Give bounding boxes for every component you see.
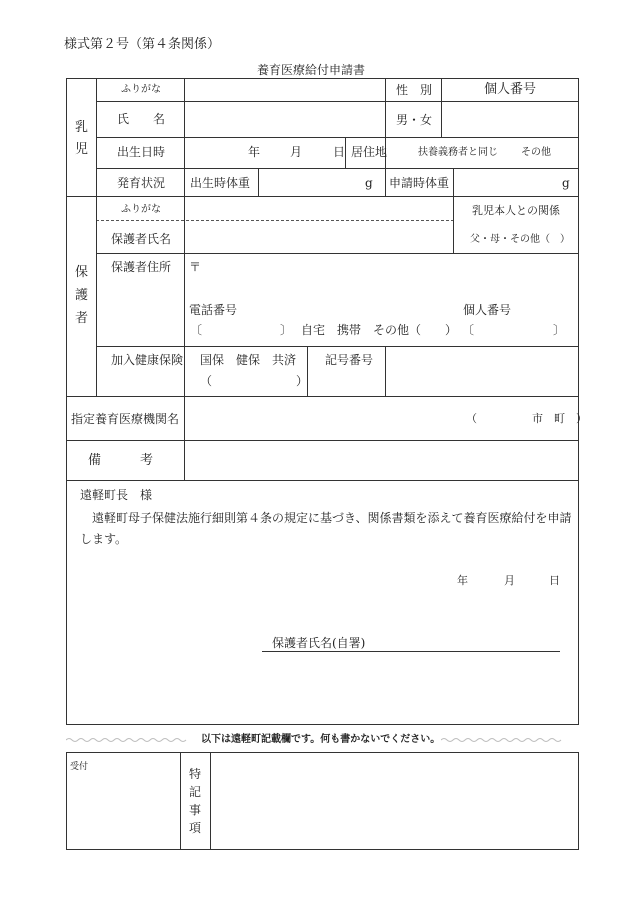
infant-growth-label: 発育状況 <box>117 176 166 190</box>
birth-weight-field[interactable] <box>260 170 360 194</box>
signature-field[interactable] <box>372 630 560 650</box>
residence-option-other[interactable]: その他 <box>521 147 551 158</box>
special-notes-label-1: 特 <box>189 767 202 781</box>
signature-label: 保護者氏名(自署) <box>272 636 366 650</box>
guardian-furigana-label: ふりがな <box>121 204 161 215</box>
infant-birthdate-label: 出生日時 <box>117 145 166 159</box>
infant-birth-day: 日 <box>333 145 346 159</box>
form-title: 養育医療給付申請書 <box>257 63 366 77</box>
phone-bracket-open: 〔 <box>190 323 203 337</box>
remarks-label: 備 考 <box>88 453 154 468</box>
guardian-address-label: 保護者住所 <box>111 260 172 274</box>
institution-city-town[interactable]: （ 市 町 ） <box>466 412 587 425</box>
application-body-line1: 遠軽町母子保健法施行細則第４条の規定に基づき、関係書類を添えて養育医療給付を申請 <box>92 511 572 525</box>
postal-mark: 〒 <box>189 260 202 274</box>
infant-section-label-2: 児 <box>75 142 89 157</box>
infant-birth-month: 月 <box>290 145 303 159</box>
infant-section-label-1: 乳 <box>75 120 89 135</box>
institution-label: 指定養育医療機関名 <box>71 412 180 426</box>
addressee: 遠軽町長 様 <box>80 488 153 502</box>
my-number-bracket-open: 〔 <box>462 323 475 337</box>
symbol-number-field[interactable] <box>387 348 577 394</box>
application-weight-field[interactable] <box>455 170 555 194</box>
my-number-bracket-close: 〕 <box>553 323 566 337</box>
application-weight-label: 申請時体重 <box>389 176 450 190</box>
infant-furigana-label: ふりがな <box>121 84 161 95</box>
phone-type-options[interactable]: 自宅 携帯 その他（ ） <box>301 323 458 337</box>
phone-label: 電話番号 <box>189 303 238 317</box>
infant-gender-options[interactable]: 男・女 <box>396 113 433 127</box>
guardian-name-field[interactable] <box>186 222 451 251</box>
infant-gender-label: 性 別 <box>396 83 433 97</box>
infant-name-field[interactable] <box>186 103 383 135</box>
special-notes-label-2: 記 <box>189 785 202 799</box>
birth-weight-unit: g <box>365 176 373 190</box>
phone-number-field[interactable] <box>204 322 278 338</box>
received-label: 受付 <box>70 762 89 772</box>
wavy-separator-left <box>66 736 188 744</box>
application-year: 年 <box>457 574 468 587</box>
guardian-furigana-field[interactable] <box>186 198 451 218</box>
guardian-name-label: 保護者氏名 <box>111 232 172 246</box>
wavy-separator-right <box>441 736 563 744</box>
infant-residence-label: 居住地 <box>351 145 388 159</box>
insurance-options[interactable]: 国保 健保 共済 <box>200 353 297 367</box>
application-day: 日 <box>549 574 560 587</box>
application-body-line2: します。 <box>80 532 128 546</box>
guardian-section-label-3: 者 <box>75 311 89 326</box>
application-weight-unit: g <box>562 176 570 190</box>
infant-name-label: 氏 名 <box>117 112 166 126</box>
office-use-box <box>66 752 579 850</box>
special-notes-label-3: 事 <box>189 803 202 817</box>
guardian-address-field[interactable] <box>205 256 575 296</box>
insurance-label: 加入健康保険 <box>111 353 184 367</box>
special-notes-label-4: 項 <box>189 821 202 835</box>
form-number: 様式第２号（第４条関係） <box>64 37 221 52</box>
phone-bracket-close: 〕 <box>280 323 293 337</box>
office-use-notice: 以下は遠軽町記載欄です。何も書かないでください。 <box>201 734 441 745</box>
application-month: 月 <box>504 574 515 587</box>
infant-my-number-field[interactable] <box>443 103 577 135</box>
guardian-my-number-label: 個人番号 <box>463 303 512 317</box>
infant-my-number-label: 個人番号 <box>484 82 537 97</box>
symbol-number-label: 記号番号 <box>325 353 374 367</box>
guardian-section-label-1: 保 <box>75 265 89 280</box>
guardian-section-label-2: 護 <box>75 288 89 303</box>
insurance-paren[interactable]: （ ） <box>200 374 309 388</box>
residence-option-same[interactable]: 扶養義務者と同じ <box>418 147 498 158</box>
guardian-relation-label: 乳児本人との関係 <box>472 204 560 217</box>
birth-weight-label: 出生時体重 <box>190 176 251 190</box>
institution-name-field[interactable] <box>186 398 456 438</box>
signature-line <box>262 651 560 652</box>
infant-furigana-field[interactable] <box>186 80 383 100</box>
remarks-field[interactable] <box>186 442 577 478</box>
infant-birth-year: 年 <box>248 145 261 159</box>
guardian-my-number-field[interactable] <box>476 322 550 338</box>
guardian-relation-options[interactable]: 父・母・その他（ ） <box>470 234 570 245</box>
